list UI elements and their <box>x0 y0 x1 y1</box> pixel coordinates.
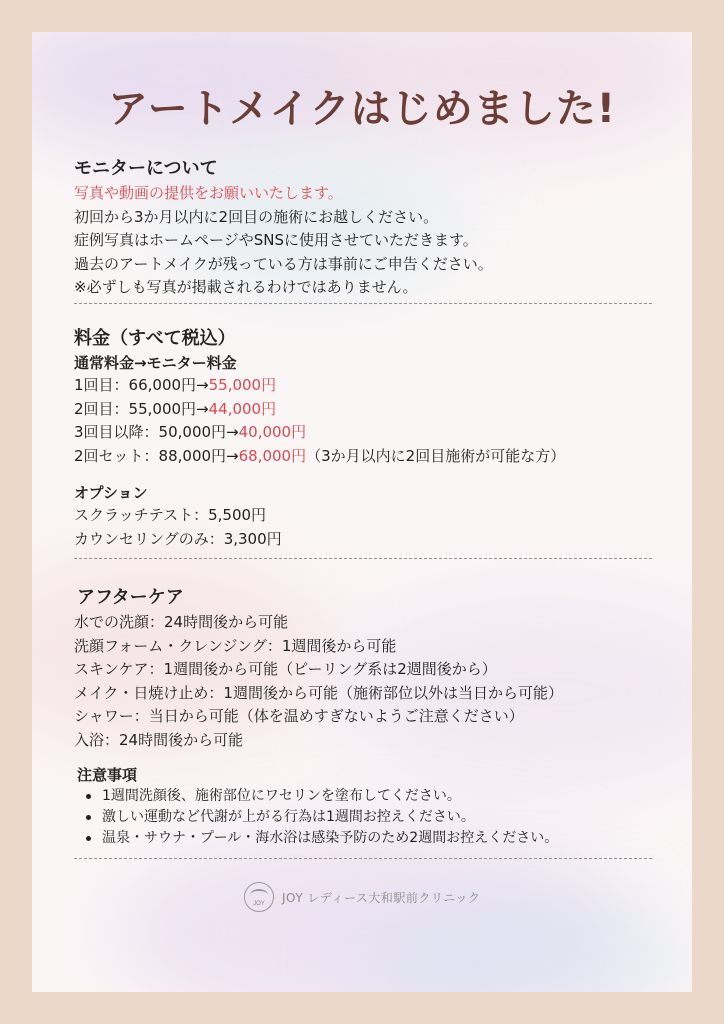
clinic-name: JOY レディース大和駅前クリニック <box>282 890 481 905</box>
price-row-note: （3か月以内に2回目施術が可能な方） <box>306 446 566 465</box>
divider <box>74 558 652 559</box>
notes-heading: 注意事項 <box>77 766 138 784</box>
aftercare-line: スキンケア：1週間後から可能（ピーリング系は2週間後から） <box>74 660 497 678</box>
aftercare-line: メイク・日焼け止め：1週間後から可能（施術部位以外は当日から可能） <box>74 683 563 702</box>
aftercare-section <box>74 585 654 849</box>
monitor-heading: モニターについて <box>74 158 218 179</box>
monitor-section <box>74 156 654 300</box>
option-line: スクラッチテスト：5,500円 <box>74 506 267 524</box>
monitor-line: 初回から3か月以内に2回目の施術にお越しください。 <box>74 207 439 226</box>
aftercare-heading: アフターケア <box>77 587 184 608</box>
clinic-logo-icon <box>244 882 274 912</box>
monitor-price: 55,000円 <box>208 376 277 394</box>
divider <box>74 858 652 859</box>
list-item: 温泉・サウナ・プール・海水浴は感染予防のため2週間お控えください。 <box>102 828 654 849</box>
divider <box>74 303 652 304</box>
monitor-line: 写真や動画の提供をお願いいたします。 <box>74 184 343 202</box>
monitor-price: 44,000円 <box>208 399 277 418</box>
price-row-label: 2回セット：88,000円→ <box>74 446 239 465</box>
list-item: 激しい運動など代謝が上がる行為は1週間お控えください。 <box>102 807 654 828</box>
price-row <box>74 398 654 422</box>
page-title: アートメイクはじめました! <box>107 86 617 132</box>
price-row <box>74 445 654 469</box>
aftercare-line: シャワー：当日から可能（体を温めすぎないようご注意ください） <box>74 707 524 725</box>
monitor-line: 症例写真はホームページやSNSに使用させていただきます。 <box>74 231 478 249</box>
aftercare-line: 水での洗顔：24時間後から可能 <box>74 613 289 631</box>
option-line: カウンセリングのみ：3,300円 <box>74 529 282 548</box>
price-row-label: 3回目以降：50,000円→ <box>74 423 239 441</box>
price-row <box>74 374 654 398</box>
aftercare-line: 入浴：24時間後から可能 <box>74 730 244 749</box>
monitor-line: ※必ずしも写真が掲載されるわけではありません。 <box>74 278 418 296</box>
options-heading: オプション <box>74 484 148 502</box>
price-row-label: 2回目：55,000円→ <box>74 399 209 418</box>
flyer-card <box>32 32 692 992</box>
list-item: 1週間洗顔後、施術部位にワセリンを塗布してください。 <box>102 786 654 807</box>
notes-list <box>74 786 654 849</box>
monitor-price: 40,000円 <box>238 423 307 441</box>
clinic-footer <box>244 880 480 914</box>
bird-icon <box>250 889 268 901</box>
price-row <box>74 421 654 445</box>
pricing-heading: 料金（すべて税込） <box>74 328 236 349</box>
logo-text: JOY <box>253 901 265 907</box>
monitor-price: 68,000円 <box>238 446 307 465</box>
pricing-section <box>74 326 654 551</box>
aftercare-line: 洗顔フォーム・クレンジング：1週間後から可能 <box>74 636 397 655</box>
pricing-subheading: 通常料金→モニター料金 <box>74 354 237 372</box>
monitor-line: 過去のアートメイクが残っている方は事前にご申告ください。 <box>74 254 493 273</box>
price-row-label: 1回目：66,000円→ <box>74 376 209 394</box>
